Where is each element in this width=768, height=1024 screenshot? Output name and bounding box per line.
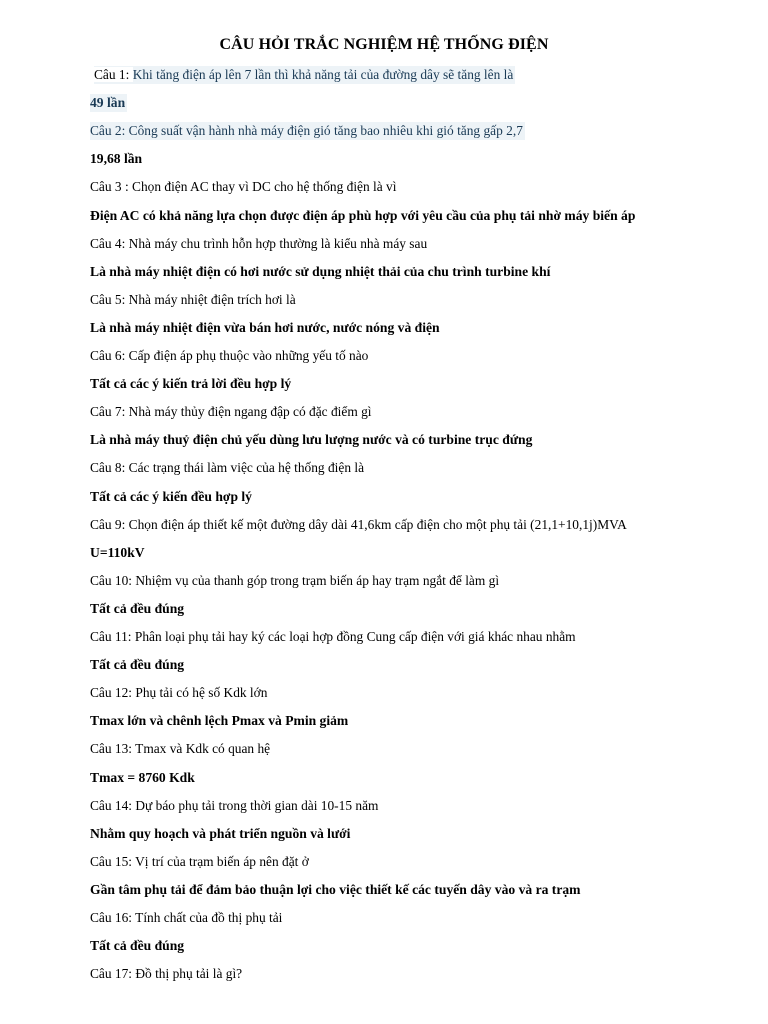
question-text: Câu 17: Đồ thị phụ tải là gì? <box>90 966 243 982</box>
question-text: Câu 5: Nhà máy nhiệt điện trích hơi là <box>90 291 296 307</box>
answer-line <box>90 207 635 225</box>
question-line <box>90 909 282 927</box>
answer-line <box>90 319 440 337</box>
answer-line <box>90 431 532 449</box>
question-line <box>90 178 396 196</box>
question-line <box>90 291 296 309</box>
answer-line <box>90 712 348 730</box>
answer-text: Tất cả các ý kiến trả lời đều hợp lý <box>90 376 292 392</box>
answer-text: Tất cả đều đúng <box>90 938 185 954</box>
question-line <box>90 572 499 590</box>
question-line <box>90 235 427 253</box>
question-text: Câu 13: Tmax và Kdk có quan hệ <box>90 741 271 757</box>
answer-line <box>90 375 291 393</box>
answer-line <box>90 937 184 955</box>
question-line <box>90 459 364 477</box>
answer-line <box>90 544 145 562</box>
answer-text: Nhằm quy hoạch và phát triển nguồn và lưới <box>90 825 351 841</box>
question-text: Câu 2: Công suất vận hành nhà máy điện gió tăng bao nhiêu khi gió tăng gấp 2,7 <box>90 123 523 139</box>
question-label: Câu 1: <box>94 67 133 82</box>
answer-line <box>90 881 580 899</box>
answer-text: Là nhà máy nhiệt điện có hơi nước sử dụng nhiệt thải của chu trình turbine khí <box>90 263 551 279</box>
question-text: Câu 12: Phụ tải có hệ số Kdk lớn <box>90 685 268 701</box>
answer-text: Tất cả đều đúng <box>90 657 185 673</box>
question-line <box>90 684 267 702</box>
answer-line <box>90 488 252 506</box>
question-text: Câu 6: Cấp điện áp phụ thuộc vào những yếu tố nào <box>90 348 369 363</box>
answer-text: Tất cả các ý kiến đều hợp lý <box>90 488 252 504</box>
answer-text: Tmax = 8760 Kdk <box>90 769 195 785</box>
answer-text: Là nhà máy nhiệt điện vừa bán hơi nước, nước nóng và điện <box>90 319 440 335</box>
document-title: CÂU HỎI TRẮC NGHIỆM HỆ THỐNG ĐIỆN <box>219 36 549 53</box>
question-line <box>90 403 372 421</box>
question-text: Câu 14: Dự báo phụ tải trong thời gian dài 10-15 năm <box>90 797 379 813</box>
answer-line <box>90 94 127 112</box>
answer-text: Điện AC có khả năng lựa chọn được điện áp phù hợp với yêu cầu của phụ tải nhờ máy biến áp <box>90 207 636 223</box>
answer-line <box>90 656 184 674</box>
question-line <box>90 347 368 365</box>
answer-text: 19,68 lần <box>90 151 143 167</box>
answer-text: U=110kV <box>90 544 145 560</box>
question-line <box>94 66 515 84</box>
answer-line <box>90 600 184 618</box>
question-text: Câu 7: Nhà máy thủy điện ngang đập có đặc điểm gì <box>90 404 372 420</box>
question-text: Khi tăng điện áp lên 7 lần thì khả năng tải của đường dây sẽ tăng lên là <box>132 67 514 82</box>
question-text: Câu 16: Tính chất của đồ thị phụ tải <box>90 910 283 925</box>
question-line <box>90 740 270 758</box>
question-line <box>90 853 309 871</box>
answer-line <box>90 769 195 787</box>
question-text: Câu 3 : Chọn điện AC thay vì DC cho hệ thống điện là vì <box>90 179 397 195</box>
question-line <box>90 965 242 983</box>
question-text: Câu 11: Phân loại phụ tải hay ký các loại hợp đồng Cung cấp điện với giá khác nhau nhằm <box>90 629 576 644</box>
question-line <box>90 516 627 534</box>
answer-line <box>90 825 350 843</box>
answer-text: Gần tâm phụ tải để đảm bảo thuận lợi cho việc thiết kế các tuyến dây vào và ra trạm <box>90 881 581 897</box>
question-line <box>90 122 525 140</box>
answer-text: Là nhà máy thuỷ điện chủ yếu dùng lưu lượng nước và có turbine trục đứng <box>90 432 533 448</box>
question-text: Câu 15: Vị trí của trạm biến áp nên đặt ở <box>90 853 309 869</box>
question-line <box>90 797 378 815</box>
answer-text: 49 lần <box>90 95 126 111</box>
answer-text: Tất cả đều đúng <box>90 600 185 616</box>
question-text: Câu 4: Nhà máy chu trình hỗn hợp thường là kiểu nhà máy sau <box>90 235 428 251</box>
answer-line <box>90 263 550 281</box>
answer-text: Tmax lớn và chênh lệch Pmax và Pmin giảm <box>90 713 349 729</box>
question-text: Câu 8: Các trạng thái làm việc của hệ thống điện là <box>90 460 365 476</box>
question-line <box>90 628 576 646</box>
question-text: Câu 9: Chọn điện áp thiết kế một đường dây dài 41,6km cấp điện cho một phụ tải (21,1+10,1j)MVA <box>90 516 627 532</box>
question-text: Câu 10: Nhiệm vụ của thanh góp trong trạm biến áp hay trạm ngắt để làm gì <box>90 572 500 588</box>
answer-line <box>90 150 142 168</box>
